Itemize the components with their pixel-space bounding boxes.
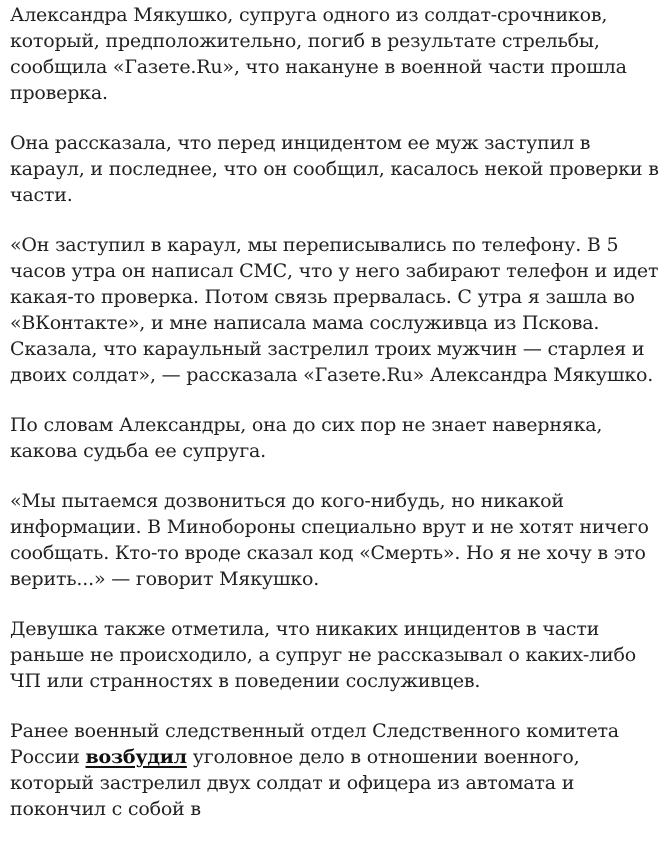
paragraph-7 (10, 718, 660, 822)
paragraph-5-quote: «Мы пытаемся дозвониться до кого-нибудь, но никакой информации. В Минобороны специально врут и не хотят ничего сообщать. Кто-то вроде сказал код «Смерть». Но я не хочу в это верить...» — говорит Мякушко. (10, 490, 649, 590)
paragraph-4: По словам Александры, она до сих пор не знает наверняка, какова судьба ее супруга. (10, 414, 603, 462)
vozbudil-link[interactable]: возбудил (85, 746, 187, 768)
paragraph-1: Александра Мякушко, супруга одного из солдат-срочников, который, предположительно, погиб в результате стрельбы, сообщила «Газете.Ru», что накануне в военной части прошла проверка. (10, 4, 627, 104)
paragraph-2: Она рассказала, что перед инцидентом ее муж заступил в караул, и последнее, что он сообщил, касалось некой проверки в части. (10, 132, 659, 206)
paragraph-6: Девушка также отметила, что никаких инцидентов в части раньше не происходило, а супруг не рассказывал о каких-либо ЧП или странностях в поведении сослуживцев. (10, 618, 636, 692)
article-body (10, 0, 660, 846)
paragraph-3-quote: «Он заступил в караул, мы переписывались по телефону. В 5 часов утра он написал СМС, что у него забирают телефон и идет какая-то проверка. Потом связь прервалась. С утра я зашла во «ВКонтакте», и мне написала мама сослуживца из Пскова. Сказала, что караульный застрелил троих мужчин — старлея и двоих солдат», — рассказала «Газете.Ru» Александра Мякушко. (10, 234, 659, 386)
paragraph-7-text-after: уголовное дело в отношении военного, который застрелил двух солдат и офицера из автомата и покончил с собой в (10, 746, 580, 820)
paragraph-7-text-before: Ранее военный следственный отдел Следственного комитета России (10, 720, 619, 768)
